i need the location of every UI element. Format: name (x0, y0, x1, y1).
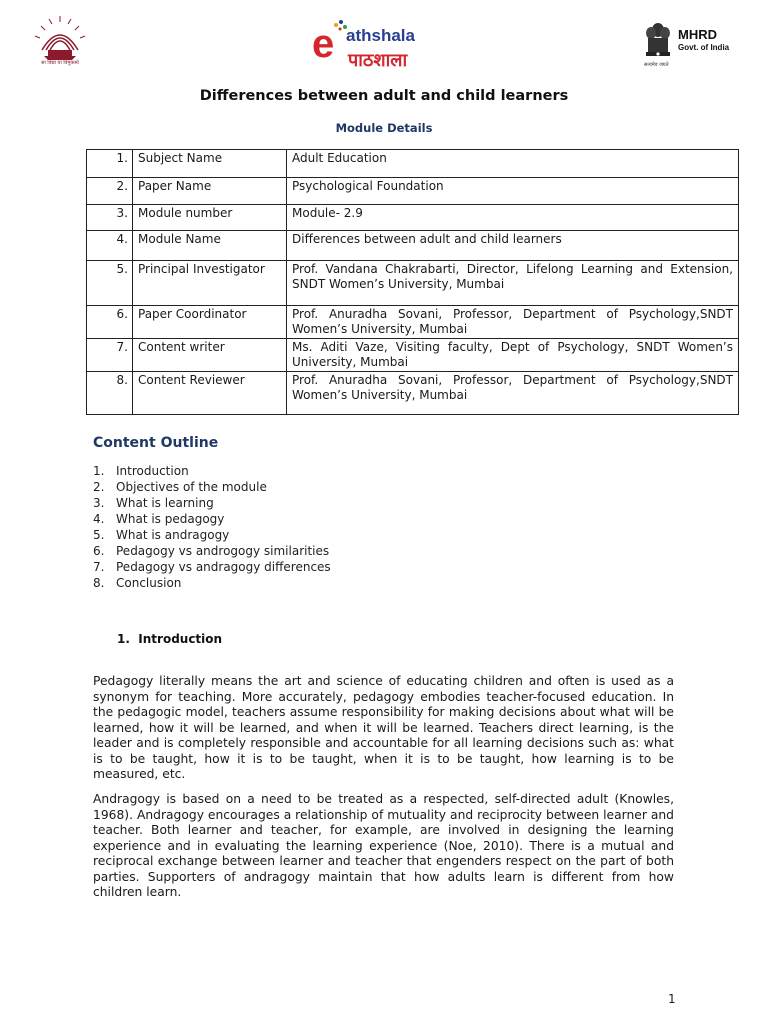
introduction-heading-text: Introduction (138, 632, 223, 646)
epg-logo-hindi: पाठशाला (348, 50, 408, 71)
mhrd-subtitle: Govt. of India (678, 43, 730, 52)
list-item: 8. Conclusion (93, 576, 182, 590)
list-item: 6. Pedagogy vs androgogy similarities (93, 544, 330, 558)
row-label: Content Reviewer (133, 372, 287, 415)
row-value: Ms. Aditi Vaze, Visiting faculty, Dept of Psychology, SNDT Women’s University, Mumbai (287, 339, 739, 372)
table-row (87, 231, 739, 261)
introduction-heading (117, 632, 222, 646)
row-value: Psychological Foundation (287, 178, 739, 205)
row-number: 3. (87, 205, 133, 231)
introduction-heading-number: 1. (117, 632, 130, 646)
list-item: 1. Introduction (93, 464, 189, 478)
table-row (87, 261, 739, 306)
row-number: 8. (87, 372, 133, 415)
list-item: 3. What is learning (93, 496, 214, 510)
epg-logo-e: e (312, 22, 335, 66)
row-number: 6. (87, 306, 133, 339)
row-value: Prof. Anuradha Sovani, Professor, Department of Psychology,SNDT Women’s University, Mumbai (287, 372, 739, 415)
row-label: Paper Name (133, 178, 287, 205)
row-value: Differences between adult and child learners (287, 231, 739, 261)
row-number: 1. (87, 150, 133, 178)
table-row (87, 339, 739, 372)
content-outline-heading: Content Outline (93, 435, 219, 451)
row-number: 7. (87, 339, 133, 372)
row-number: 2. (87, 178, 133, 205)
row-label: Principal Investigator (133, 261, 287, 306)
introduction-paragraph-2: Andragogy is based on a need to be treated as a respected, self-directed adult (Knowles, 1968). Andragogy encourages a relationship of mutuality and reciprocity between learner and teacher. Both learner and teacher, for example, are involved in designing the learning experience and in evaluating the learning experience (Noe, 2010). There is a mutual and reciprocal exchange between learner and teacher that engenders respect on the part of both parties. Supporters of andragogy maintain that how adults learn is different from how children learn. (93, 792, 674, 899)
row-value: Adult Education (287, 150, 739, 178)
row-value: Prof. Anuradha Sovani, Professor, Department of Psychology,SNDT Women’s University, Mumbai (287, 306, 739, 339)
emblem-caption: सत्यमेव जयते (644, 62, 669, 68)
table-row (87, 205, 739, 231)
mhrd-title: MHRD (678, 27, 717, 42)
table-row (87, 178, 739, 205)
row-label: Content writer (133, 339, 287, 372)
list-item: 4. What is pedagogy (93, 512, 225, 526)
row-number: 4. (87, 231, 133, 261)
content-outline-list (93, 463, 331, 591)
row-label: Subject Name (133, 150, 287, 178)
row-value: Prof. Vandana Chakrabarti, Director, Lifelong Learning and Extension, SNDT Women’s University, Mumbai (287, 261, 739, 306)
row-label: Module number (133, 205, 287, 231)
table-row (87, 150, 739, 178)
table-row (87, 372, 739, 415)
introduction-paragraph-1: Pedagogy literally means the art and science of educating children and often is used as a synonym for teaching. More accurately, pedagogy embodies teacher-focused education. In the pedagogic model, teachers assume responsibility for making decisions about what will be learned, how it will be learned, and when it will be learned. Teachers direct learning, is the leader and is completely responsible and accountable for all learning decisions such as: what is to be taught, how it is to be taught, when it is to be taught, how learning is to be measured, etc. (93, 674, 674, 781)
list-item: 7. Pedagogy vs andragogy differences (93, 560, 331, 574)
row-label: Paper Coordinator (133, 306, 287, 339)
list-item: 5. What is andragogy (93, 528, 230, 542)
epg-pathshala-logo (312, 18, 457, 74)
document-title: Differences between adult and child learners (199, 88, 569, 104)
ugc-logo-caption: सा विद्या या विमुक्तये (41, 60, 79, 66)
national-emblem-icon (643, 20, 673, 64)
epg-logo-word: athshala (346, 26, 415, 45)
module-details-table (86, 149, 739, 415)
table-row (87, 306, 739, 339)
row-value: Module- 2.9 (287, 205, 739, 231)
page-number: 1 (668, 992, 676, 1006)
row-label: Module Name (133, 231, 287, 261)
list-item: 2. Objectives of the module (93, 480, 267, 494)
module-details-heading: Module Details (335, 121, 433, 135)
row-number: 5. (87, 261, 133, 306)
